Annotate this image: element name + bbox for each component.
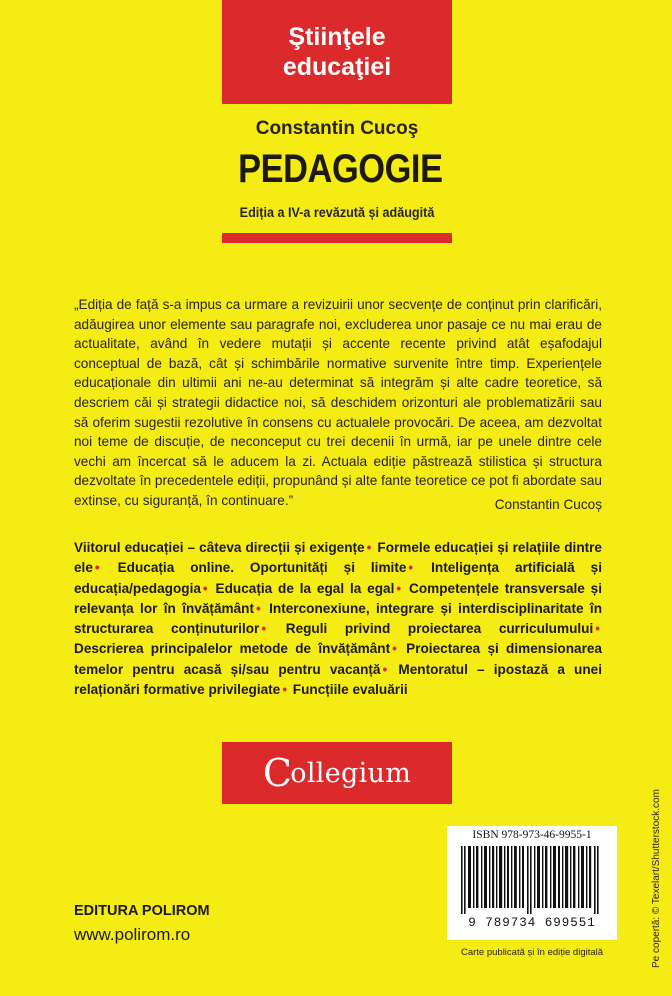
series-line-2: educaţiei (282, 53, 392, 81)
topic-item: Mentoratul – ipostază a unei relaționări formative privilegiate (74, 661, 602, 698)
topic-item: Educația de la egal la egal (215, 580, 395, 596)
topic-item: Proiectarea și dimensionarea temelor pentru acasă și/sau pentru vacanță (74, 641, 602, 677)
digital-edition-note: Carte publicată și în ediție digitală (460, 947, 604, 958)
quote-signature: Constantin Cucoș (494, 497, 602, 512)
bullet-icon: • (366, 540, 372, 555)
book-author: Constantin Cucoş (255, 118, 419, 139)
bullet-icon: • (282, 682, 288, 698)
bullet-icon: • (256, 600, 261, 616)
topic-item: Funcțiile evaluării (292, 682, 408, 698)
publisher-name: EDITURA POLIROM (74, 903, 210, 919)
bullet-icon: • (396, 580, 402, 596)
bullet-icon: • (382, 661, 388, 677)
collegium-logo-text: ollegium (290, 757, 412, 789)
series-banner (222, 0, 452, 104)
barcode-icon (461, 846, 603, 914)
topic-item: Descrierea principalelor metode de învățământ (74, 641, 391, 657)
bullet-icon: • (392, 641, 397, 657)
bullet-icon: • (202, 580, 208, 596)
book-title: PEDAGOGIE (238, 147, 443, 191)
isbn-label: ISBN 978-973-46-9955-1 (472, 829, 592, 841)
bullet-icon: • (261, 621, 267, 637)
barcode-panel (447, 826, 617, 940)
collegium-logo (222, 742, 452, 804)
publisher-website[interactable]: www.polirom.ro (74, 925, 191, 944)
title-divider (222, 233, 452, 243)
topics-list (74, 538, 602, 700)
topic-item: Interconexiune, integrare și interdisciplinaritate în structurarea conținuturilor (74, 600, 603, 637)
collegium-logo-initial: C (262, 751, 293, 795)
edition-note: Ediția a IV-a revăzută și adăugită (239, 204, 435, 220)
series-line-1: Ştiinţele (288, 23, 386, 51)
topic-item: Reguli privind proiectarea curriculumului (285, 621, 594, 637)
bullet-icon: • (408, 560, 414, 576)
topic-item: Viitorul educației – câteva direcții și exigențe (74, 540, 365, 555)
topic-item: Competențele transversale și relevanța lor în învățământ (74, 580, 603, 616)
bullet-icon: • (595, 621, 601, 637)
topic-item: Formele educației și relațiile dintre ele (74, 540, 602, 576)
bullet-icon: • (94, 560, 100, 576)
back-cover-quote: „Ediția de față s-a impus ca urmare a revizuirii unor secvențe de conținut prin clarificări, adăugirea unor elemente sau paragrafe noi, excluderea unor pasaje ce nu mai erau de actualitate, având în vedere mutații și accente recente privind atât eșafodajul conceptual de bază, cât și schimbările normative survenite între timp. Experiențele educaționale din ultimii ani ne-au determinat să integrăm și alte cadre teoretice, să descriem căi și strategii didactice noi, să deschidem orizonturi ale problematizării sau să oferim sugestii rezolutive în consens cu actualele provocări. De aceea, am dezvoltat noi teme de discuție, de neconceput cu trei decenii în urmă, iar pe unele dintre cele vechi am încercat să le aducem la zi. Actuala ediție păstrează stilistica și structura dezvoltate în precedentele ediții, propunând și alte fante teoretice ce pot fi abordate sau extinse, cu siguranță, în continuare.” (74, 297, 602, 508)
topic-item: Educația online. Oportunități și limite (117, 560, 407, 576)
cover-credit: Pe copertă: © Texelart/Shutterstock.com (651, 789, 662, 968)
barcode-digits: 9 789734 699551 (468, 916, 596, 930)
topic-item: Inteligența artificială și educația/pedagogia (74, 560, 602, 596)
